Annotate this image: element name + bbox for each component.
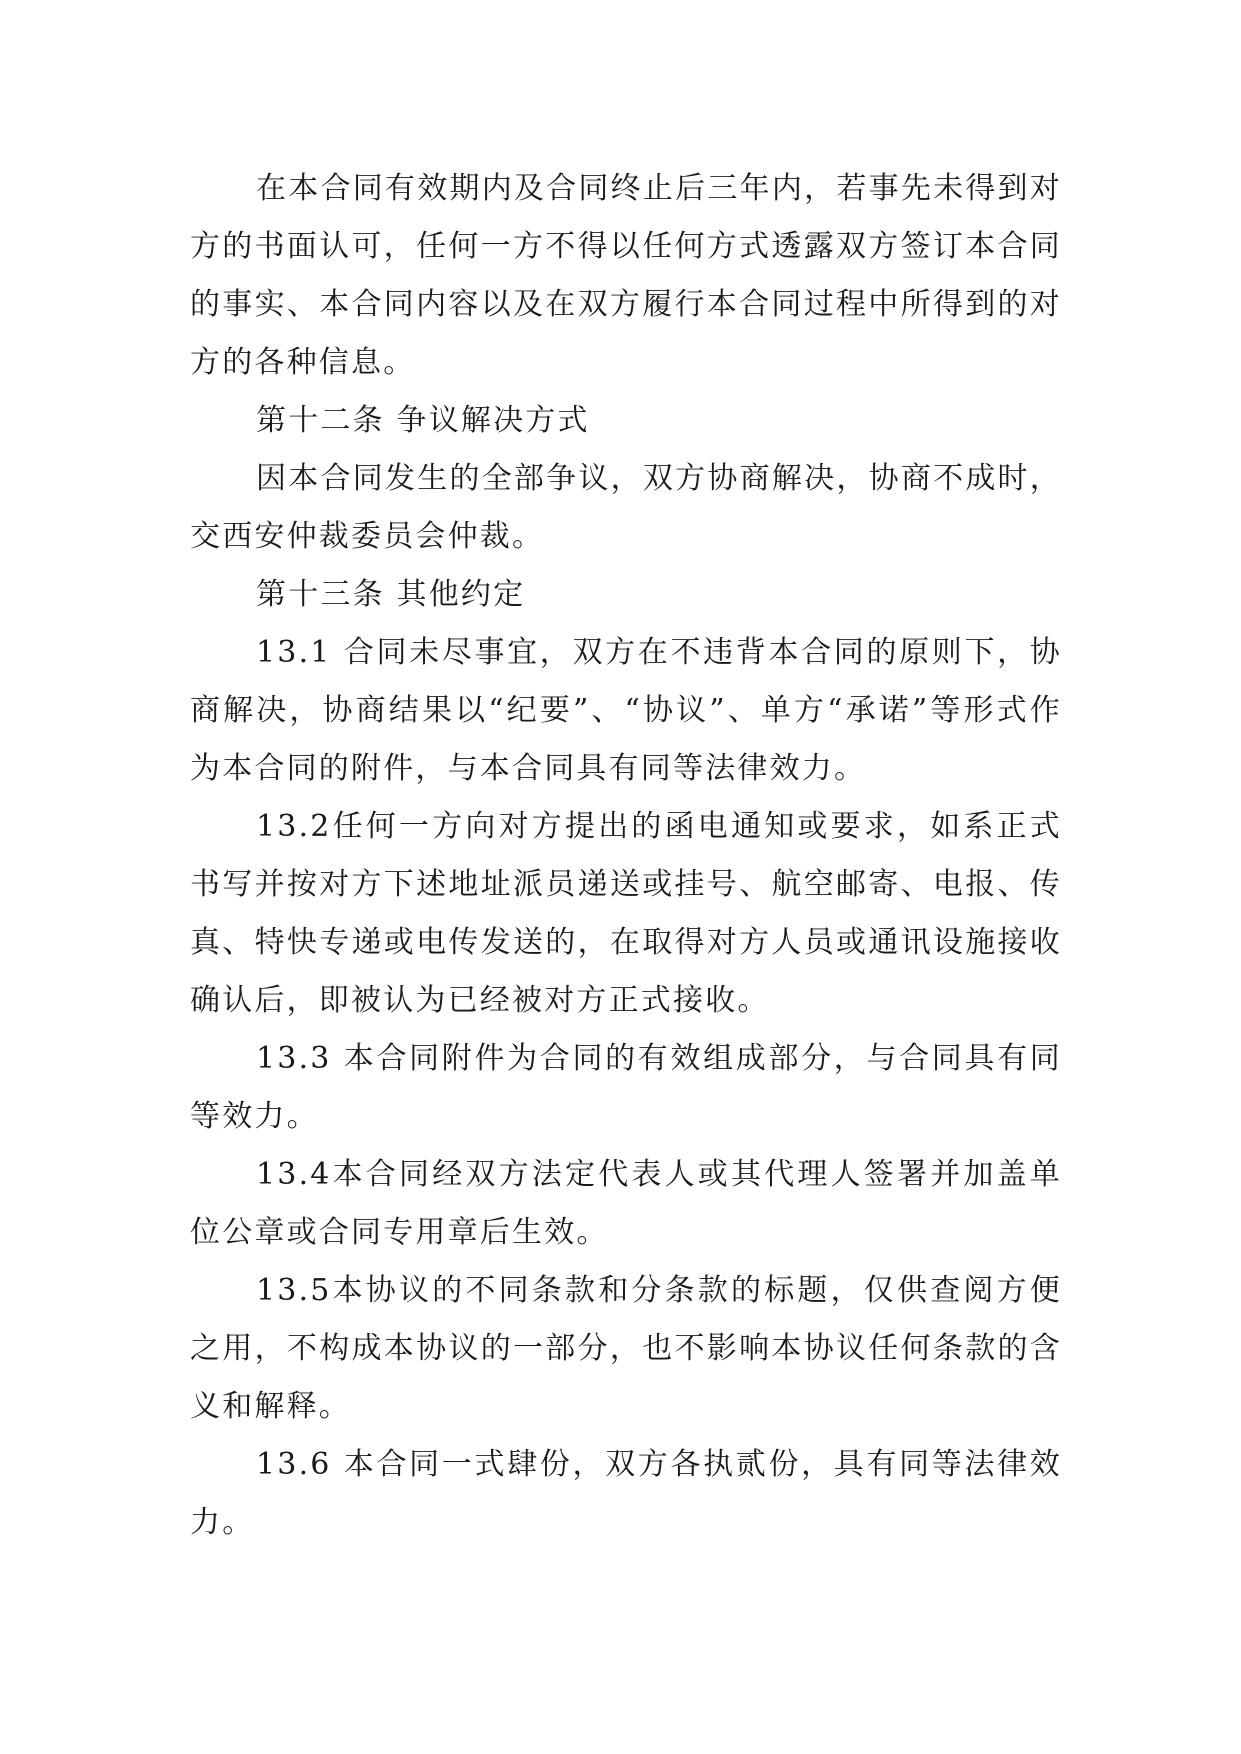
- clause-13-3: 13.3 本合同附件为合同的有效组成部分，与合同具有同等效力。: [190, 1041, 1062, 1134]
- clause-13-1: 13.1 合同未尽事宜，双方在不违背本合同的原则下，协商解决，协商结果以“纪要”、“协议”、单方“承诺”等形式作为本合同的附件，与本合同具有同等法律效力。: [190, 635, 1062, 786]
- clause-13-2: 13.2任何一方向对方提出的函电通知或要求，如系正式书写并按对方下述地址派员递送或挂号、航空邮寄、电报、传真、特快专递或电传发送的，在取得对方人员或通讯设施接收确认后，即被认为已经被对方正式接收。: [190, 809, 1062, 1018]
- confidentiality-paragraph: 在本合同有效期内及合同终止后三年内，若事先未得到对方的书面认可，任何一方不得以任何方式透露双方签订本合同的事实、本合同内容以及在双方履行本合同过程中所得到的对方的各种信息。: [190, 171, 1062, 380]
- article-13-heading: 第十三条 其他约定: [256, 577, 526, 612]
- clause-13-4: 13.4本合同经双方法定代表人或其代理人签署并加盖单位公章或合同专用章后生效。: [190, 1157, 1062, 1250]
- clause-13-6: 13.6 本合同一式肆份，双方各执贰份，具有同等法律效力。: [190, 1447, 1062, 1540]
- document-body: [190, 160, 1062, 1552]
- article-12-heading: 第十二条 争议解决方式: [256, 403, 590, 438]
- clause-13-5: 13.5本协议的不同条款和分条款的标题，仅供查阅方便之用，不构成本协议的一部分，也不影响本协议任何条款的含义和解释。: [190, 1273, 1062, 1424]
- article-12-text: 因本合同发生的全部争议，双方协商解决，协商不成时，交西安仲裁委员会仲裁。: [190, 461, 1062, 554]
